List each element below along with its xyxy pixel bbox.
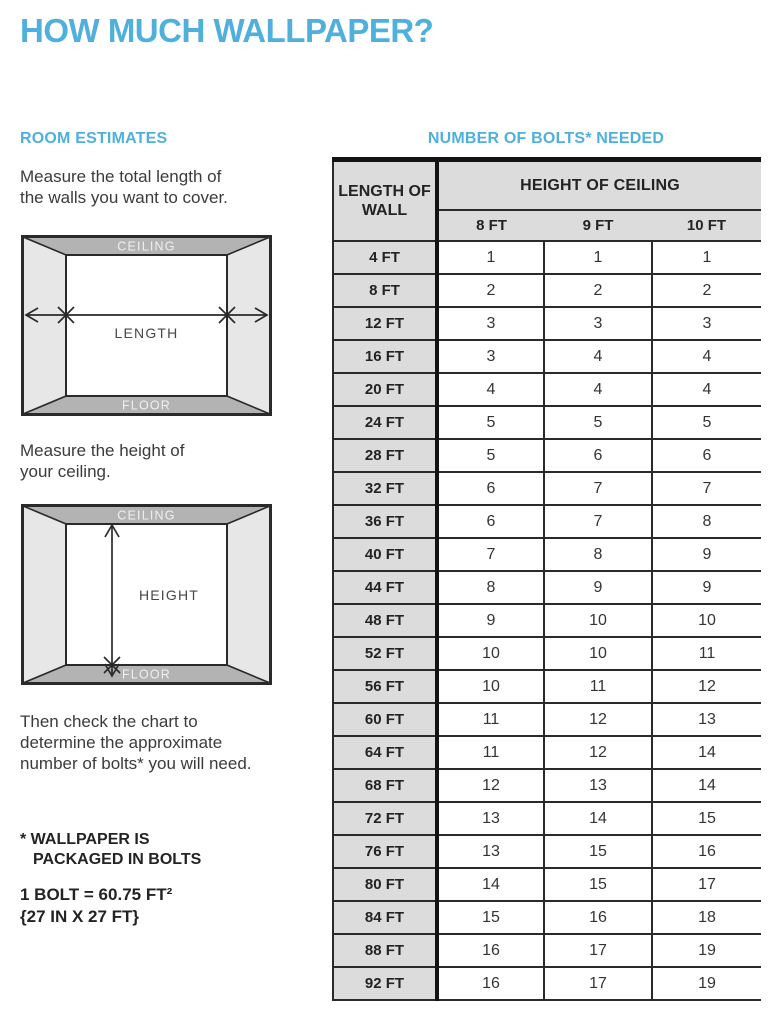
table-row	[333, 406, 761, 439]
bolt-count-cell: 16	[652, 835, 761, 868]
bolt-count-cell: 7	[652, 472, 761, 505]
row-label: 76 FT	[333, 835, 437, 868]
step2-line1: Measure the height of	[20, 441, 185, 460]
step1-line2: the walls you want to cover.	[20, 188, 228, 207]
bolt-definition-line2: {27 IN X 27 FT}	[20, 907, 140, 926]
row-label: 40 FT	[333, 538, 437, 571]
step3-line1: Then check the chart to	[20, 712, 198, 731]
bolt-count-cell: 9	[652, 571, 761, 604]
bolt-count-cell: 10	[544, 637, 652, 670]
table-row	[333, 538, 761, 571]
bolt-count-cell: 17	[544, 934, 652, 967]
row-label: 48 FT	[333, 604, 437, 637]
height-dimension-label: HEIGHT	[138, 587, 200, 603]
bolt-count-cell: 18	[652, 901, 761, 934]
row-label: 68 FT	[333, 769, 437, 802]
bolt-count-cell: 4	[437, 373, 544, 406]
right-wall-panel	[227, 237, 270, 414]
table-row	[333, 307, 761, 340]
column-header-10ft: 10 FT	[652, 210, 761, 241]
step1-line1: Measure the total length of	[20, 167, 222, 186]
table-row	[333, 967, 761, 1000]
bolt-count-cell: 8	[544, 538, 652, 571]
table-row	[333, 703, 761, 736]
table-row	[333, 505, 761, 538]
bolt-count-cell: 14	[652, 736, 761, 769]
bolt-count-cell: 4	[652, 340, 761, 373]
row-label: 64 FT	[333, 736, 437, 769]
column-header-8ft: 8 FT	[437, 210, 544, 241]
bolt-count-cell: 11	[437, 703, 544, 736]
table-row	[333, 736, 761, 769]
row-label: 44 FT	[333, 571, 437, 604]
bolt-count-cell: 16	[437, 967, 544, 1000]
row-label: 80 FT	[333, 868, 437, 901]
row-label: 84 FT	[333, 901, 437, 934]
table-row	[333, 868, 761, 901]
left-wall-panel	[23, 237, 66, 414]
step3-line2: determine the approximate	[20, 733, 223, 752]
column-group-header-cell: HEIGHT OF CEILING	[437, 160, 761, 211]
table-row	[333, 802, 761, 835]
bolts-footnote	[20, 830, 201, 869]
floor-label: FLOOR	[121, 398, 172, 413]
row-label: 88 FT	[333, 934, 437, 967]
bolt-count-cell: 15	[652, 802, 761, 835]
row-label: 20 FT	[333, 373, 437, 406]
row-label: 36 FT	[333, 505, 437, 538]
bolt-count-cell: 11	[652, 637, 761, 670]
bolt-count-cell: 5	[544, 406, 652, 439]
page-title: HOW MUCH WALLPAPER?	[20, 12, 434, 49]
bolt-definition-line1: 1 BOLT = 60.75 FT²	[20, 885, 173, 904]
bolt-count-cell: 17	[652, 868, 761, 901]
bolt-count-cell: 2	[437, 274, 544, 307]
bolt-count-cell: 2	[544, 274, 652, 307]
bolt-count-cell: 10	[437, 670, 544, 703]
step3-line3: number of bolts* you will need.	[20, 754, 252, 773]
table-row	[333, 769, 761, 802]
bolt-count-cell: 6	[544, 439, 652, 472]
bolt-count-cell: 9	[437, 604, 544, 637]
bolt-count-cell: 7	[437, 538, 544, 571]
left-wall-panel	[23, 506, 66, 683]
table-row	[333, 637, 761, 670]
row-label: 28 FT	[333, 439, 437, 472]
table-row	[333, 439, 761, 472]
row-header-cell: LENGTH OF WALL	[333, 160, 437, 242]
bolt-count-cell: 13	[544, 769, 652, 802]
bolt-count-cell: 7	[544, 472, 652, 505]
bolt-count-cell: 3	[652, 307, 761, 340]
table-row	[333, 835, 761, 868]
bolt-count-cell: 6	[437, 472, 544, 505]
bolt-count-cell: 2	[652, 274, 761, 307]
row-label: 32 FT	[333, 472, 437, 505]
bolt-count-cell: 5	[652, 406, 761, 439]
bolt-count-cell: 15	[437, 901, 544, 934]
bolt-count-cell: 11	[437, 736, 544, 769]
bolts-table	[332, 157, 761, 1001]
footnote-line1: * WALLPAPER IS	[20, 831, 150, 848]
bolt-count-cell: 4	[544, 373, 652, 406]
step2-instruction	[20, 440, 184, 482]
room-length-diagram	[21, 235, 272, 421]
bolt-count-cell: 1	[544, 241, 652, 274]
bolt-count-cell: 14	[437, 868, 544, 901]
room-height-diagram	[21, 504, 272, 690]
bolt-count-cell: 15	[544, 835, 652, 868]
row-label: 72 FT	[333, 802, 437, 835]
row-label: 24 FT	[333, 406, 437, 439]
bolt-count-cell: 3	[437, 340, 544, 373]
floor-label: FLOOR	[121, 667, 172, 682]
step2-line2: your ceiling.	[20, 462, 111, 481]
bolt-count-cell: 12	[652, 670, 761, 703]
footnote-line2: PACKAGED IN BOLTS	[33, 850, 202, 868]
table-row	[333, 340, 761, 373]
bolt-count-cell: 13	[652, 703, 761, 736]
bolt-count-cell: 12	[544, 736, 652, 769]
step3-instruction	[20, 711, 252, 774]
bolt-count-cell: 7	[544, 505, 652, 538]
bolt-count-cell: 19	[652, 934, 761, 967]
bolt-count-cell: 15	[544, 868, 652, 901]
bolt-count-cell: 3	[437, 307, 544, 340]
bolt-count-cell: 5	[437, 439, 544, 472]
row-label: 56 FT	[333, 670, 437, 703]
table-row	[333, 670, 761, 703]
row-label: 16 FT	[333, 340, 437, 373]
bolts-table-heading: NUMBER OF BOLTS* NEEDED	[427, 130, 665, 147]
bolt-count-cell: 12	[544, 703, 652, 736]
bolt-count-cell: 13	[437, 802, 544, 835]
bolt-count-cell: 8	[437, 571, 544, 604]
bolt-count-cell: 10	[544, 604, 652, 637]
bolt-count-cell: 19	[652, 967, 761, 1000]
row-label: 52 FT	[333, 637, 437, 670]
length-dimension-label: LENGTH	[114, 325, 179, 341]
bolt-count-cell: 13	[437, 835, 544, 868]
room-estimates-heading: ROOM ESTIMATES	[20, 130, 168, 147]
table-row	[333, 901, 761, 934]
table-row	[333, 604, 761, 637]
table-row	[333, 373, 761, 406]
row-label: 8 FT	[333, 274, 437, 307]
row-label: 12 FT	[333, 307, 437, 340]
bolt-table-body	[333, 241, 761, 1000]
bolt-count-cell: 17	[544, 967, 652, 1000]
bolt-count-cell: 6	[437, 505, 544, 538]
table-row	[333, 571, 761, 604]
step1-instruction	[20, 166, 228, 208]
row-label: 92 FT	[333, 967, 437, 1000]
bolt-count-cell: 9	[544, 571, 652, 604]
ceiling-label: CEILING	[117, 508, 176, 523]
bolt-definition	[20, 884, 172, 928]
bolt-count-cell: 16	[544, 901, 652, 934]
right-wall-panel	[227, 506, 270, 683]
bolt-count-cell: 10	[652, 604, 761, 637]
bolts-table-container	[332, 157, 761, 1001]
row-label: 4 FT	[333, 241, 437, 274]
bolt-count-cell: 1	[652, 241, 761, 274]
bolt-count-cell: 3	[544, 307, 652, 340]
bolt-count-cell: 5	[437, 406, 544, 439]
bolt-count-cell: 14	[652, 769, 761, 802]
bolt-count-cell: 8	[652, 505, 761, 538]
ceiling-label: CEILING	[117, 239, 176, 254]
bolt-count-cell: 12	[437, 769, 544, 802]
bolt-count-cell: 10	[437, 637, 544, 670]
row-label: 60 FT	[333, 703, 437, 736]
table-row	[333, 934, 761, 967]
bolt-count-cell: 4	[544, 340, 652, 373]
bolt-count-cell: 6	[652, 439, 761, 472]
bolt-count-cell: 1	[437, 241, 544, 274]
table-row	[333, 472, 761, 505]
column-header-9ft: 9 FT	[544, 210, 652, 241]
bolt-count-cell: 11	[544, 670, 652, 703]
table-row	[333, 241, 761, 274]
bolt-count-cell: 9	[652, 538, 761, 571]
bolt-count-cell: 4	[652, 373, 761, 406]
bolt-count-cell: 16	[437, 934, 544, 967]
table-row	[333, 274, 761, 307]
bolt-count-cell: 14	[544, 802, 652, 835]
